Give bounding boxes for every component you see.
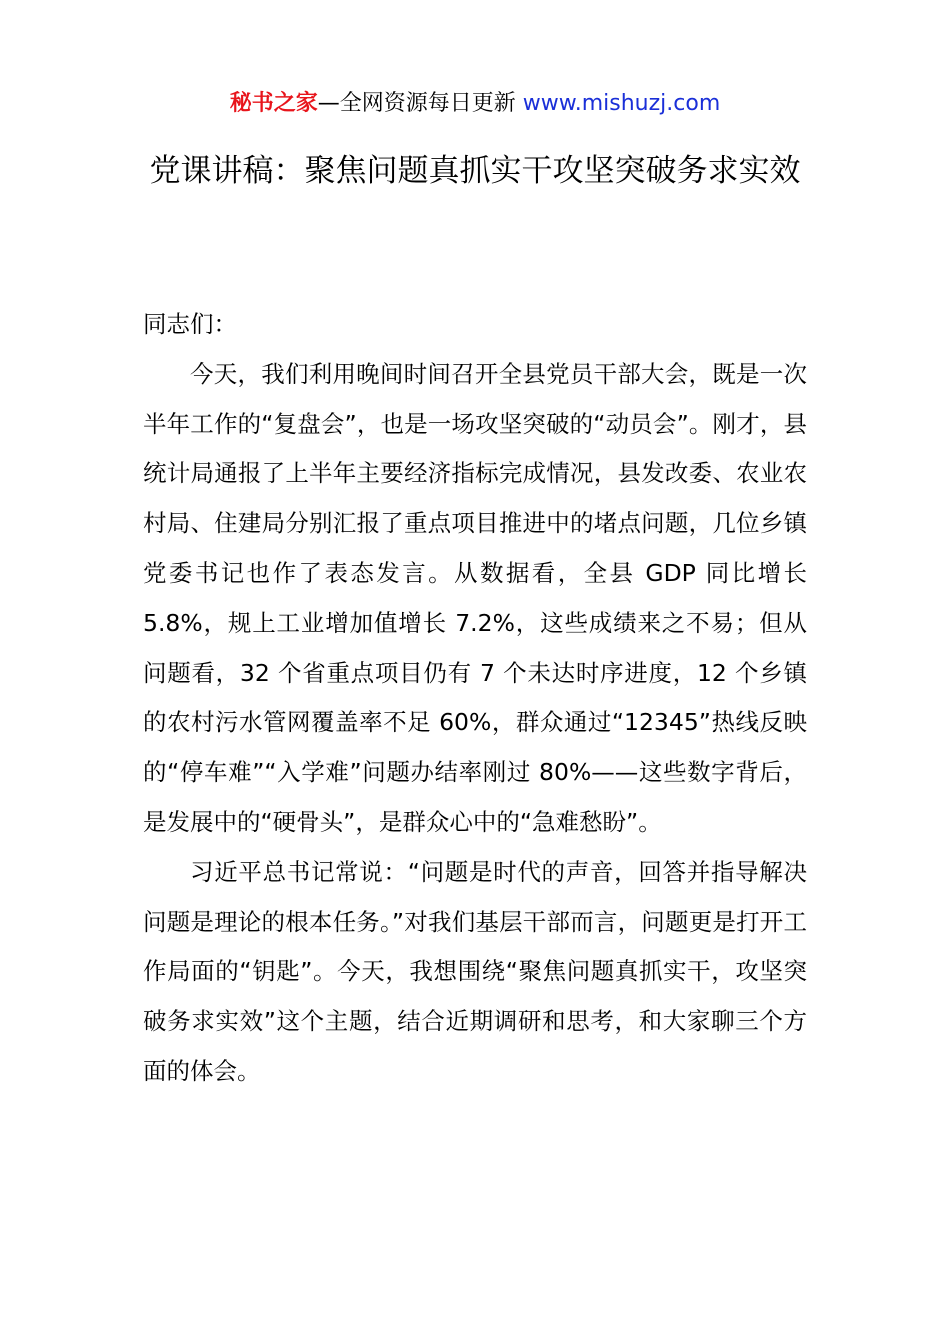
body-paragraph-1: 今天，我们利用晚间时间召开全县党员干部大会，既是一次半年工作的“复盘会”，也是一场攻坚突破的“动员会”。刚才，县统计局通报了上半年主要经济指标完成情况，县发改委、农业农村局、住建局分别汇报了重点项目推进中的堵点问题，几位乡镇党委书记也作了表态发言。从数据看，全县 GDP 同比增长 5.8%，规上工业增加值增长 7.2%，这些成绩来之不易；但从问题看，32 个省重点项目仍有 7 个未达时序进度，12 个乡镇的农村污水管网覆盖率不足 60%，群众通过“12345”热线反映的“停车难”“入学难”问题办结率刚过 80%——这些数字背后，是发展中的“硬骨头”，是群众心中的“急难愁盼”。 [143,359,807,836]
site-header [0,88,950,120]
site-url-link[interactable]: www.mishuzj.com [522,91,721,116]
site-brand: 秘书之家 [229,91,318,116]
body-paragraph-2: 习近平总书记常说：“问题是时代的声音，回答并指导解决问题是理论的根本任务。”对我们基层干部而言，问题更是打开工作局面的“钥匙”。今天，我想围绕“聚焦问题真抓实干，攻坚突破务求实效”这个主题，结合近期调研和思考，和大家聊三个方面的体会。 [143,857,807,1085]
site-tagline: —全网资源每日更新 [317,91,523,116]
document-body [143,300,807,1097]
document-title: 党课讲稿：聚焦问题真抓实干攻坚突破务求实效 [149,153,801,189]
salutation: 同志们： [143,310,237,338]
